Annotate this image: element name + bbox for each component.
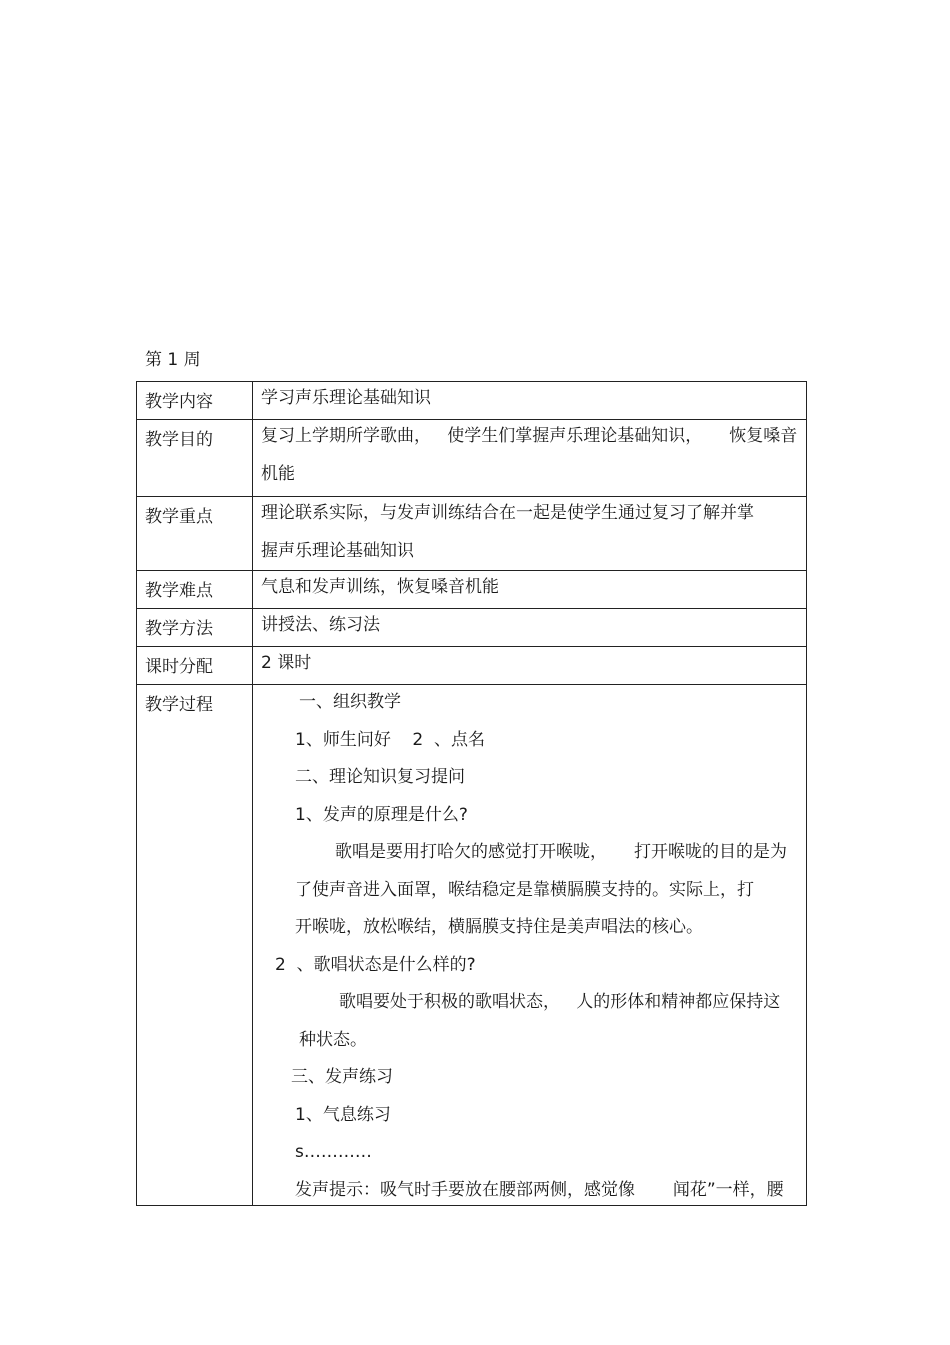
lesson-plan-table	[136, 381, 807, 1206]
row-label: 教学方法	[137, 609, 253, 647]
content-line: 二、理论知识复习提问	[295, 767, 465, 787]
row-content	[253, 647, 807, 685]
row-content	[253, 382, 807, 420]
table-row	[137, 647, 807, 685]
content-line: 1、气息练习	[295, 1105, 391, 1125]
row-label: 教学难点	[137, 571, 253, 609]
content-line: 了使声音进入面罩，喉结稳定是靠横膈膜支持的。实际上，打	[295, 880, 754, 900]
table-row	[137, 609, 807, 647]
row-label: 教学目的	[137, 420, 253, 497]
row-label: 教学内容	[137, 382, 253, 420]
table-row	[137, 685, 807, 1206]
table-row	[137, 420, 807, 497]
row-content	[253, 420, 807, 497]
content-line: 2 、歌唱状态是什么样的?	[275, 955, 476, 975]
content-line: 发声提示：吸气时手要放在腰部两侧，感觉像 闻花”一样，腰	[295, 1180, 784, 1200]
row-label: 教学重点	[137, 497, 253, 571]
content-line: s…………	[295, 1142, 372, 1162]
content-line: 握声乐理论基础知识	[261, 541, 414, 561]
content-line: 2 课时	[261, 653, 312, 673]
content-line: 1、发声的原理是什么?	[295, 805, 468, 825]
content-line: 歌唱是要用打哈欠的感觉打开喉咙， 打开喉咙的目的是为	[335, 842, 788, 862]
row-content	[253, 497, 807, 571]
content-line: 复习上学期所学歌曲， 使学生们掌握声乐理论基础知识， 恢复嗓音	[261, 426, 798, 446]
content-line: 理论联系实际，与发声训练结合在一起是使学生通过复习了解并掌	[261, 503, 754, 523]
process-content	[253, 685, 807, 1206]
row-label: 教学过程	[137, 685, 253, 1206]
content-line: 气息和发声训练，恢复嗓音机能	[261, 577, 499, 597]
row-label: 课时分配	[137, 647, 253, 685]
content-line: 歌唱要处于积极的歌唱状态， 人的形体和精神都应保持这	[339, 992, 781, 1012]
table-row	[137, 497, 807, 571]
content-line: 种状态。	[299, 1030, 367, 1050]
content-line: 三、发声练习	[291, 1067, 393, 1087]
row-content	[253, 609, 807, 647]
content-line: 一、组织教学	[299, 692, 401, 712]
table-row	[137, 382, 807, 420]
table-row	[137, 571, 807, 609]
content-line: 机能	[261, 464, 295, 484]
content-line: 1、师生问好 2 、点名	[295, 730, 486, 750]
content-line: 学习声乐理论基础知识	[261, 388, 431, 408]
row-content	[253, 571, 807, 609]
week-label: 第 1 周	[145, 350, 201, 370]
content-line: 开喉咙，放松喉结，横膈膜支持住是美声唱法的核心。	[295, 917, 703, 937]
content-line: 讲授法、练习法	[261, 615, 380, 635]
